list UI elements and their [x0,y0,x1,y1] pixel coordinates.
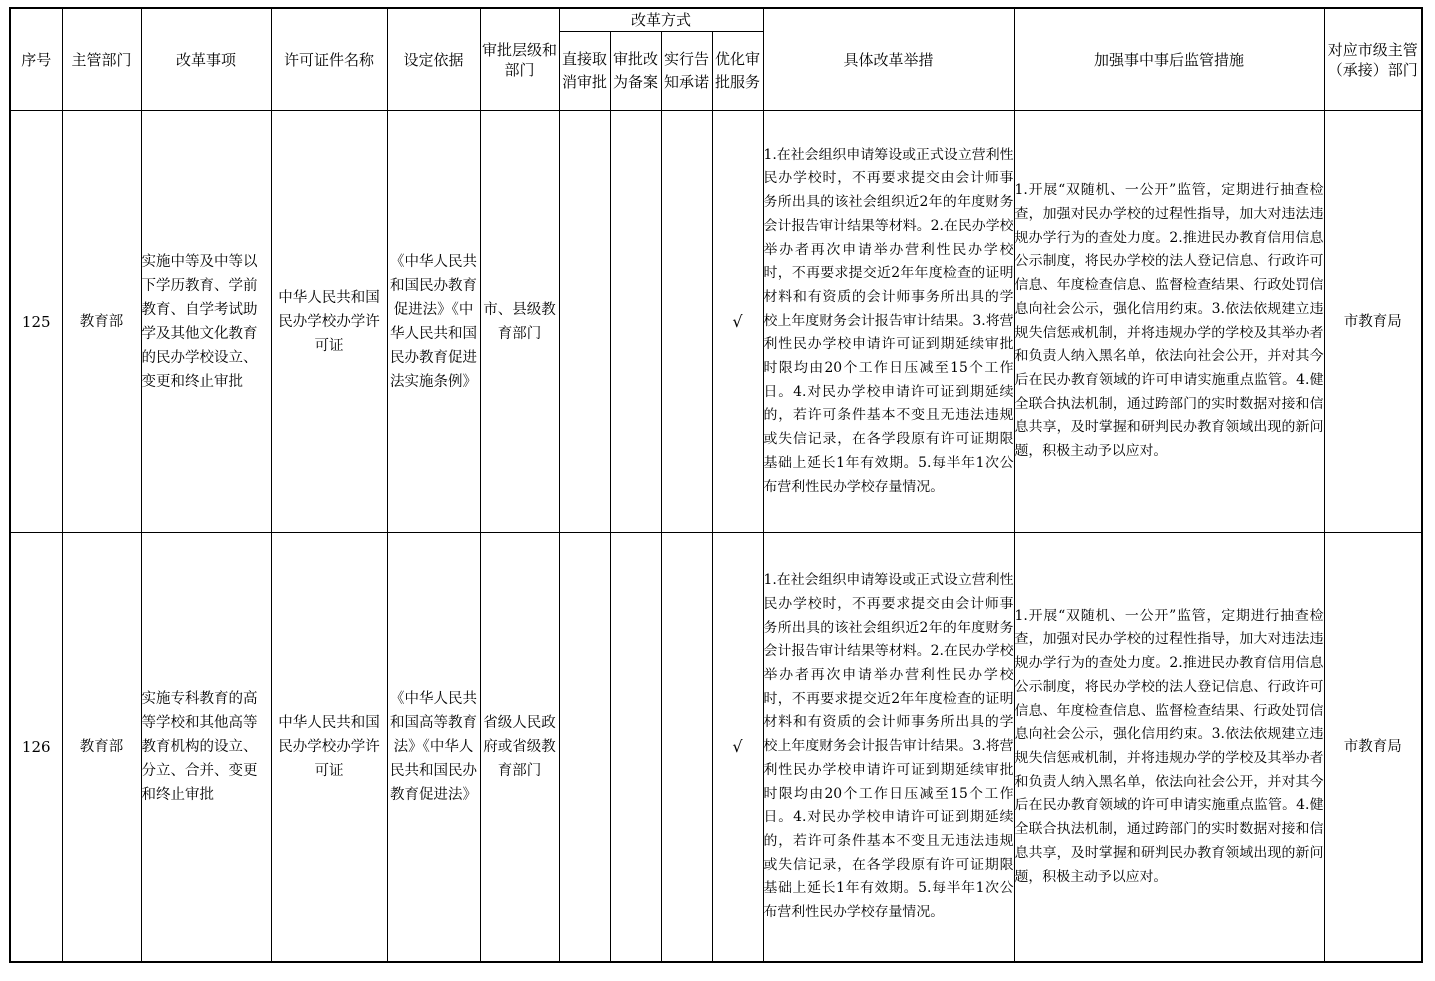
row-dept: 教育部 [62,111,141,533]
row-supervision: 1.开展“双随机、一公开”监管，定期进行抽查检查，加强对民办学校的过程性指导，加大对违法违规办学行为的查处力度。2.推进民办教育信用信息公示制度，将民办学校的法人登记信息、行政许可信息、年度检查信息、监督检查结果、行政处罚信息向社会公示，强化信用约束。3.依法依规建立违规失信惩戒机制，并将违规办学的学校及其举办者和负责人纳入黑名单，依法向社会公开，并对其今后在民办教育领域的许可申请实施重点监管。4.健全联合执法机制，通过跨部门的实时数据对接和信息共享，及时掌握和研判民办教育领域出现的新问题，积极主动予以应对。 [1014,533,1324,963]
row-seq: 125 [10,111,62,533]
header-mode-cancel: 直接取消审批 [559,32,610,111]
table-row [10,111,1422,533]
header-measures: 具体改革举措 [763,8,1014,111]
header-level: 审批层级和部门 [480,8,559,111]
header-supervision: 加强事中事后监管措施 [1014,8,1324,111]
row-license: 中华人民共和国民办学校办学许可证 [271,533,387,963]
row-city-dept: 市教育局 [1324,111,1422,533]
table-row [10,533,1422,963]
header-mode-optimize: 优化审批服务 [712,32,763,111]
row-item: 实施中等及中等以下学历教育、学前教育、自学考试助学及其他文化教育的民办学校设立、变更和终止审批 [141,111,271,533]
row-city-dept: 市教育局 [1324,533,1422,963]
row-mode-filing [610,533,661,963]
row-supervision: 1.开展“双随机、一公开”监管，定期进行抽查检查，加强对民办学校的过程性指导，加大对违法违规办学行为的查处力度。2.推进民办教育信用信息公示制度，将民办学校的法人登记信息、行政许可信息、年度检查信息、监督检查结果、行政处罚信息向社会公示，强化信用约束。3.依法依规建立违规失信惩戒机制，并将违规办学的学校及其举办者和负责人纳入黑名单，依法向社会公开，并对其今后在民办教育领域的许可申请实施重点监管。4.健全联合执法机制，通过跨部门的实时数据对接和信息共享，及时掌握和研判民办教育领域出现的新问题，积极主动予以应对。 [1014,111,1324,533]
header-license: 许可证件名称 [271,8,387,111]
row-mode-optimize-check: √ [712,533,763,963]
row-level: 省级人民政府或省级教育部门 [480,533,559,963]
row-measures: 1.在社会组织申请筹设或正式设立营利性民办学校时，不再要求提交由会计师事务所出具的该社会组织近2年的年度财务会计报告审计结果等材料。2.在民办学校举办者再次申请举办营利性民办学校时，不再要求提交近2年年度检查的证明材料和有资质的会计师事务所出具的学校上年度财务会计报告审计结果。3.将营利性民办学校申请许可证到期延续审批时限均由20个工作日压减至15个工作日。4.对民办学校申请许可证到期延续的，若许可条件基本不变且无违法违规或失信记录，在各学段原有许可证期限基础上延长1年有效期。5.每半年1次公布营利性民办学校存量情况。 [763,533,1014,963]
header-item: 改革事项 [141,8,271,111]
header-reform-mode: 改革方式 [559,8,763,32]
row-mode-commit [661,111,712,533]
row-mode-optimize-check: √ [712,111,763,533]
row-mode-cancel [559,111,610,533]
header-seq: 序号 [10,8,62,111]
row-measures: 1.在社会组织申请筹设或正式设立营利性民办学校时，不再要求提交由会计师事务所出具的该社会组织近2年的年度财务会计报告审计结果等材料。2.在民办学校举办者再次申请举办营利性民办学校时，不再要求提交近2年年度检查的证明材料和有资质的会计师事务所出具的学校上年度财务会计报告审计结果。3.将营利性民办学校申请许可证到期延续审批时限均由20个工作日压减至15个工作日。4.对民办学校申请许可证到期延续的，若许可条件基本不变且无违法违规或失信记录，在各学段原有许可证期限基础上延长1年有效期。5.每半年1次公布营利性民办学校存量情况。 [763,111,1014,533]
row-mode-filing [610,111,661,533]
header-dept: 主管部门 [62,8,141,111]
row-dept: 教育部 [62,533,141,963]
row-item: 实施专科教育的高等学校和其他高等教育机构的设立、分立、合并、变更和终止审批 [141,533,271,963]
row-level: 市、县级教育部门 [480,111,559,533]
header-basis: 设定依据 [387,8,480,111]
row-basis: 《中华人民共和国高等教育法》《中华人民共和国民办教育促进法》 [387,533,480,963]
row-mode-commit [661,533,712,963]
row-basis: 《中华人民共和国民办教育促进法》《中华人民共和国民办教育促进法实施条例》 [387,111,480,533]
header-city-dept: 对应市级主管（承接）部门 [1324,8,1422,111]
row-license: 中华人民共和国民办学校办学许可证 [271,111,387,533]
reform-table [9,7,1423,963]
header-row-top [10,8,1422,32]
row-mode-cancel [559,533,610,963]
header-mode-filing: 审批改为备案 [610,32,661,111]
header-mode-commit: 实行告知承诺 [661,32,712,111]
row-seq: 126 [10,533,62,963]
